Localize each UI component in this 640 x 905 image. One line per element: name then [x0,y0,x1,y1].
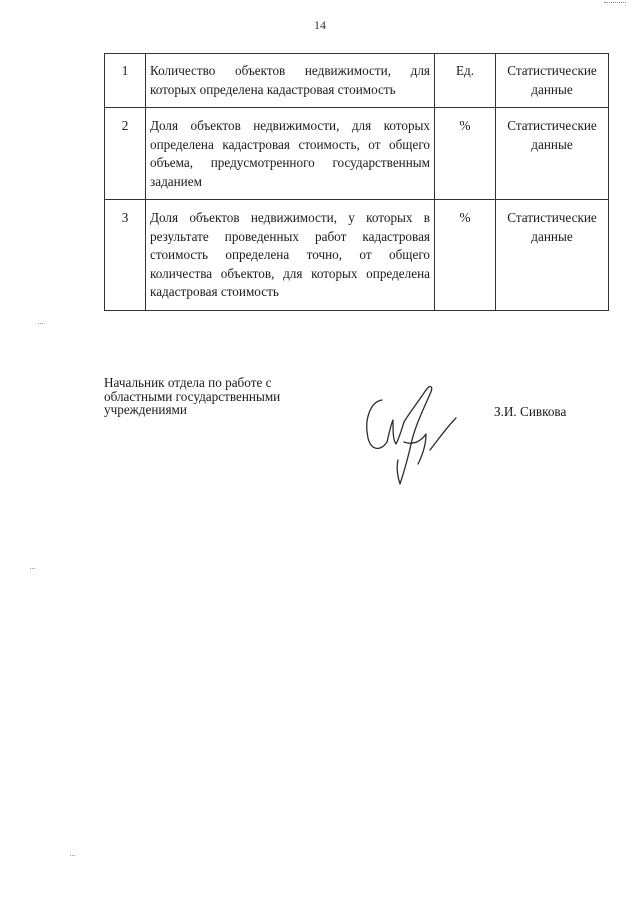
row-number: 3 [105,200,146,311]
unit-of-measure: Ед. [435,54,496,108]
scan-speck [38,323,43,324]
scan-corner-mark [604,2,626,3]
table-row [105,200,609,311]
unit-of-measure: % [435,108,496,200]
row-number: 1 [105,54,146,108]
scan-speck [30,568,35,569]
data-source: Статистические данные [496,108,609,200]
signer-position-line: областными государственными [104,388,281,404]
signer-position [104,376,324,417]
signer-name: З.И. Сивкова [494,404,567,419]
indicator-name: Доля объектов недвижимости, у которых в результате проведенных работ кадастровая стоимость определена точно, от общего количества объектов, для которых определена кадастровая стоимость [146,200,435,311]
table-row [105,108,609,200]
row-number: 2 [105,108,146,200]
handwritten-signature-icon [360,380,460,490]
indicator-name: Доля объектов недвижимости, для которых определена кадастровая стоимость, от общего объема, предусмотренного государственным заданием [146,108,435,200]
data-source: Статистические данные [496,200,609,311]
table-row [105,54,609,108]
signer-position-line: учреждениями [104,402,187,417]
indicator-name: Количество объектов недвижимости, для которых определена кадастровая стоимость [146,54,435,108]
signer-position-line: Начальник отдела по работе с [104,375,272,390]
unit-of-measure: % [435,200,496,311]
data-source: Статистические данные [496,54,609,108]
indicators-table [104,53,609,311]
page-number: 14 [314,18,326,32]
scan-speck [70,855,75,856]
